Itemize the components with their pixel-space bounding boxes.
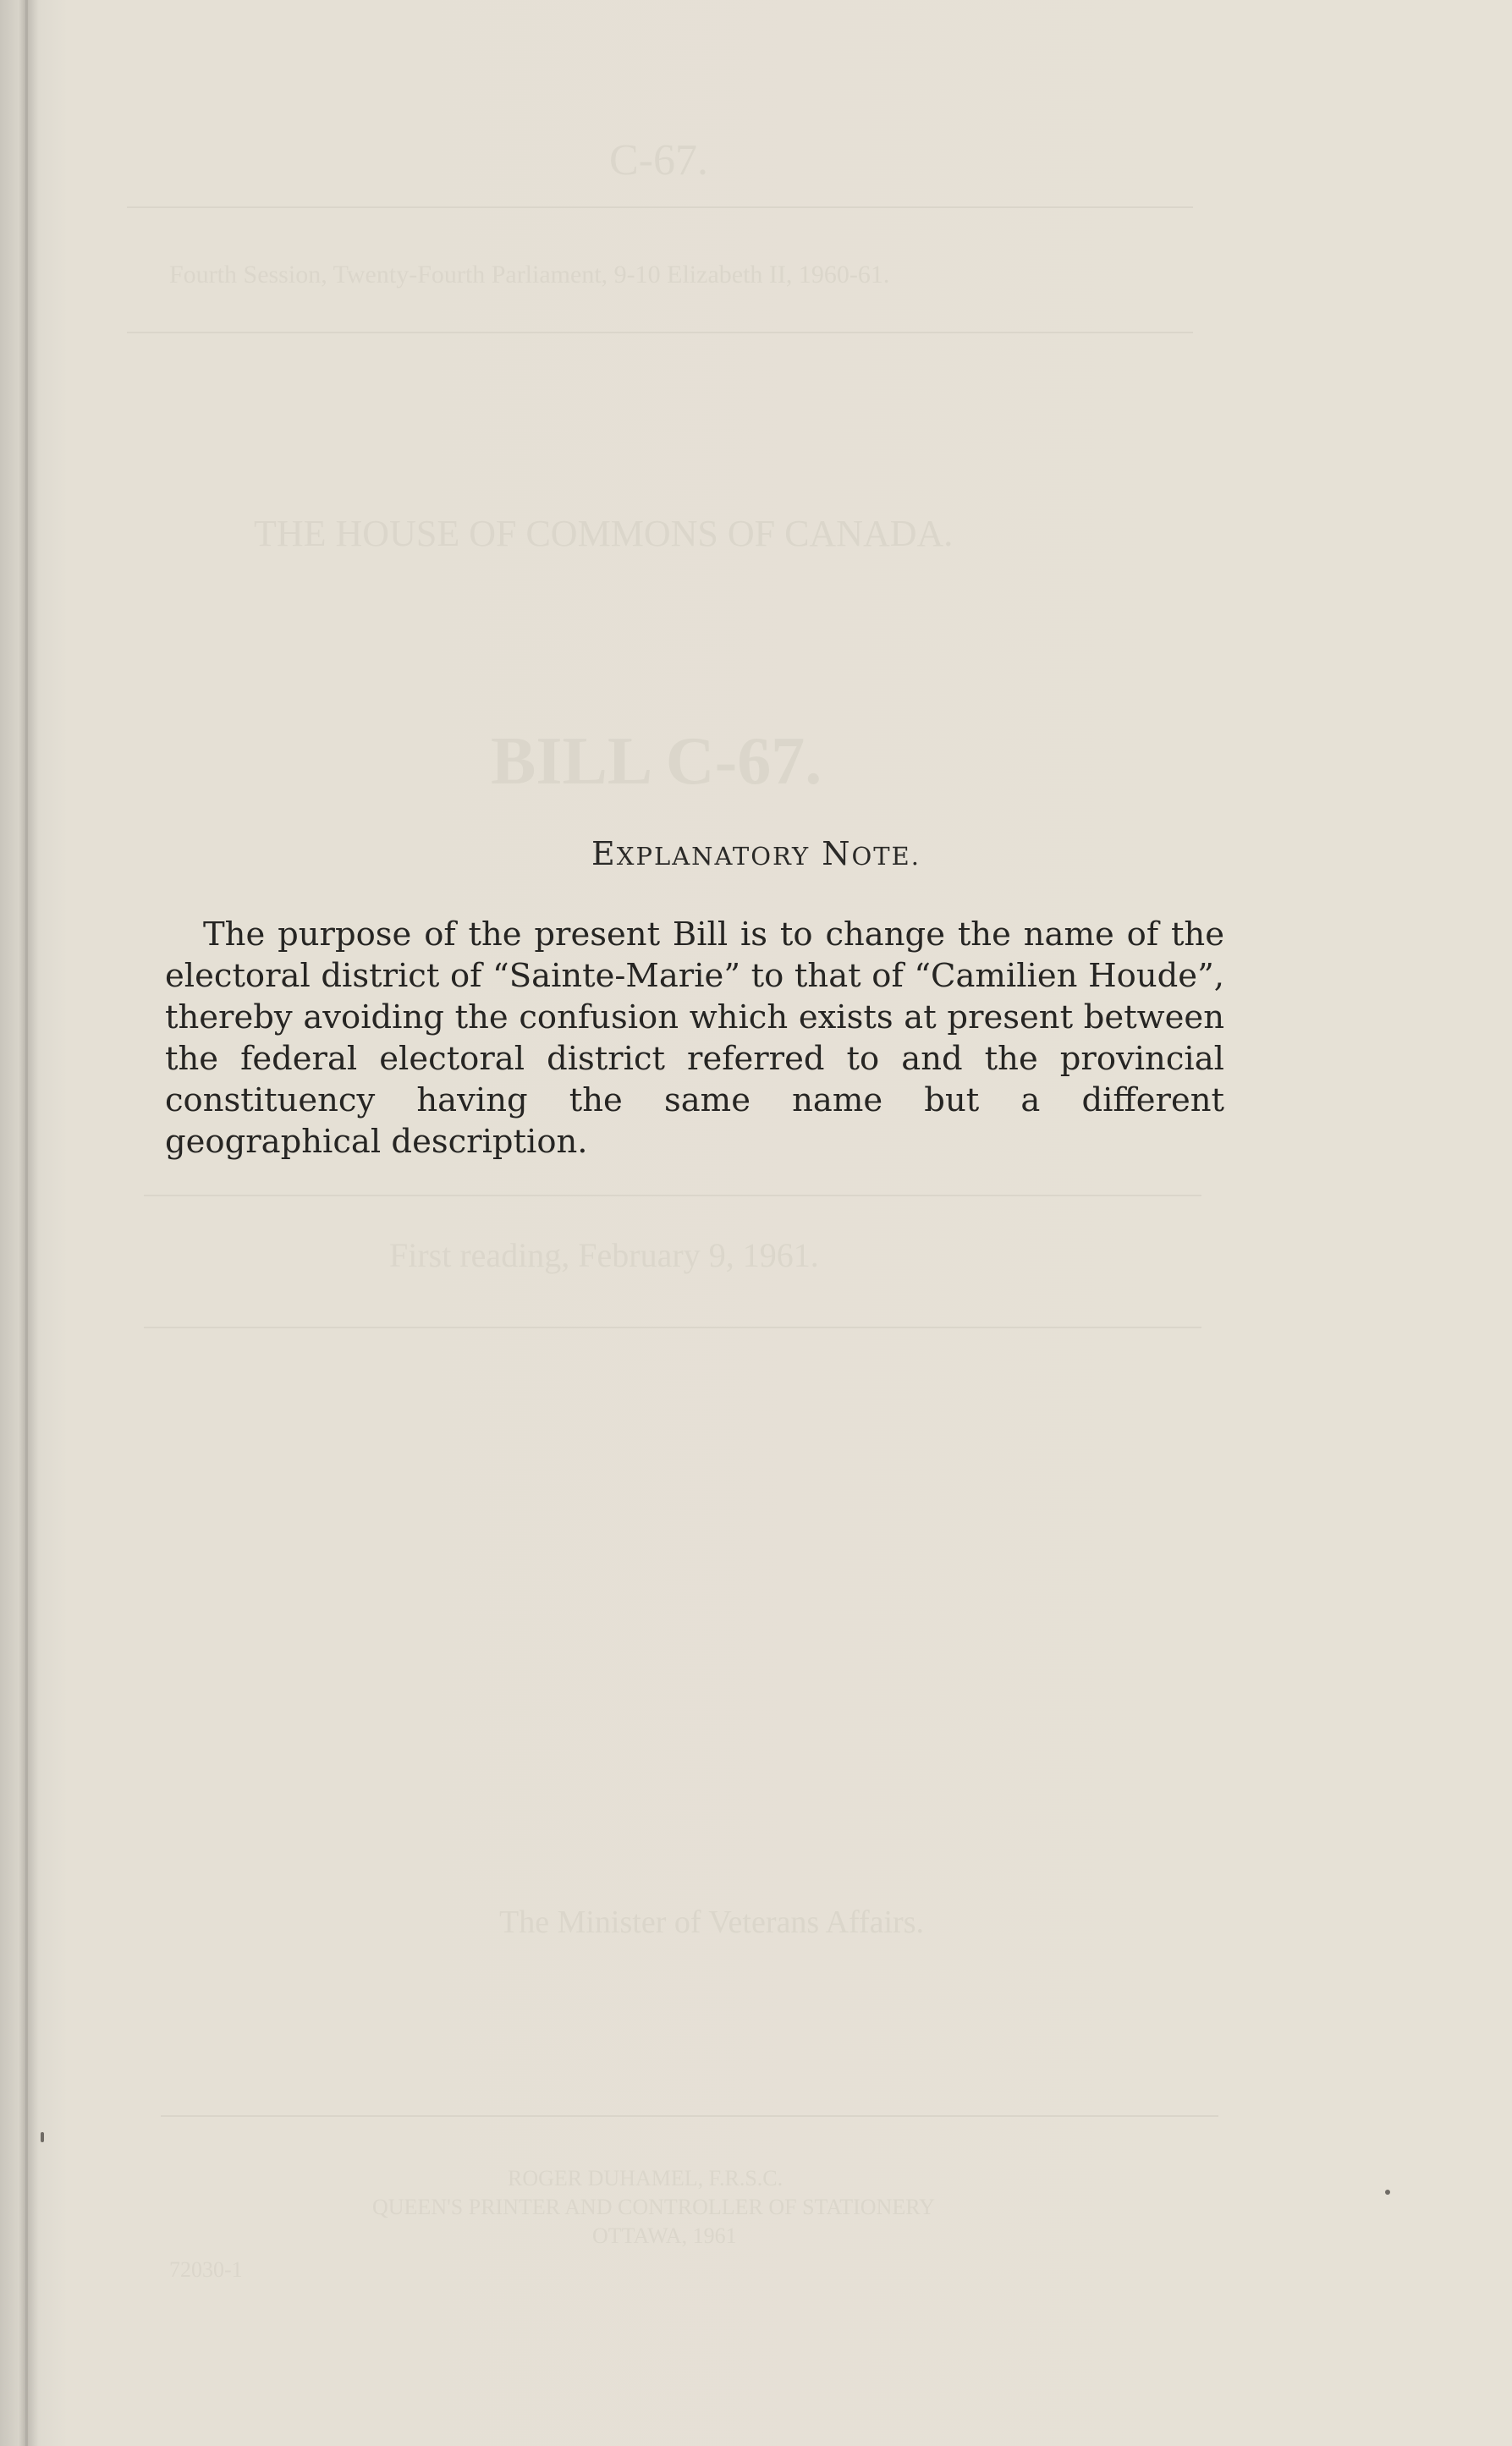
ghost-printer-line1: ROGER DUHAMEL, F.R.S.C. — [508, 2166, 783, 2190]
heading-small-caps: OTE. — [851, 842, 921, 871]
binding-edge — [25, 0, 28, 2446]
ghost-bill-number: C-67. — [609, 136, 708, 184]
ghost-print-code: 72030-1 — [169, 2257, 243, 2282]
note-paragraph: The purpose of the present Bill is to change the name of the electoral district of “Sainte-Marie” to that of “Camilien Houde”, thereby avoiding the confusion which exists at present between the federal electoral district referred to and the provincial constituency having the same name but a different geographical description. — [165, 915, 1224, 1161]
ghost-rule — [161, 2115, 1218, 2117]
ghost-house: THE HOUSE OF COMMONS OF CANADA. — [254, 513, 954, 554]
ghost-rule — [127, 332, 1193, 333]
ghost-printer-line3: OTTAWA, 1961 — [592, 2223, 737, 2248]
ghost-minister: The Minister of Veterans Affairs. — [499, 1905, 924, 1940]
explanatory-note-heading — [0, 835, 1512, 872]
paper-speck — [41, 2132, 44, 2142]
explanatory-note-body — [165, 914, 1224, 1163]
ghost-printer-line2: QUEEN'S PRINTER AND CONTROLLER OF STATIONERY — [372, 2195, 935, 2219]
ghost-rule — [144, 1195, 1201, 1196]
ghost-rule — [127, 206, 1193, 208]
heading-small-caps: XPLANATORY — [616, 842, 811, 871]
heading-cap: N — [822, 835, 852, 872]
ghost-bill-title: BILL C-67. — [491, 724, 822, 799]
heading-cap: E — [591, 835, 617, 872]
ghost-first-reading: First reading, February 9, 1961. — [389, 1236, 819, 1274]
ghost-rule — [144, 1327, 1201, 1328]
paper-speck — [1385, 2190, 1390, 2195]
ghost-session-line: Fourth Session, Twenty-Fourth Parliament, 9-10 Elizabeth II, 1960-61. — [169, 261, 890, 289]
